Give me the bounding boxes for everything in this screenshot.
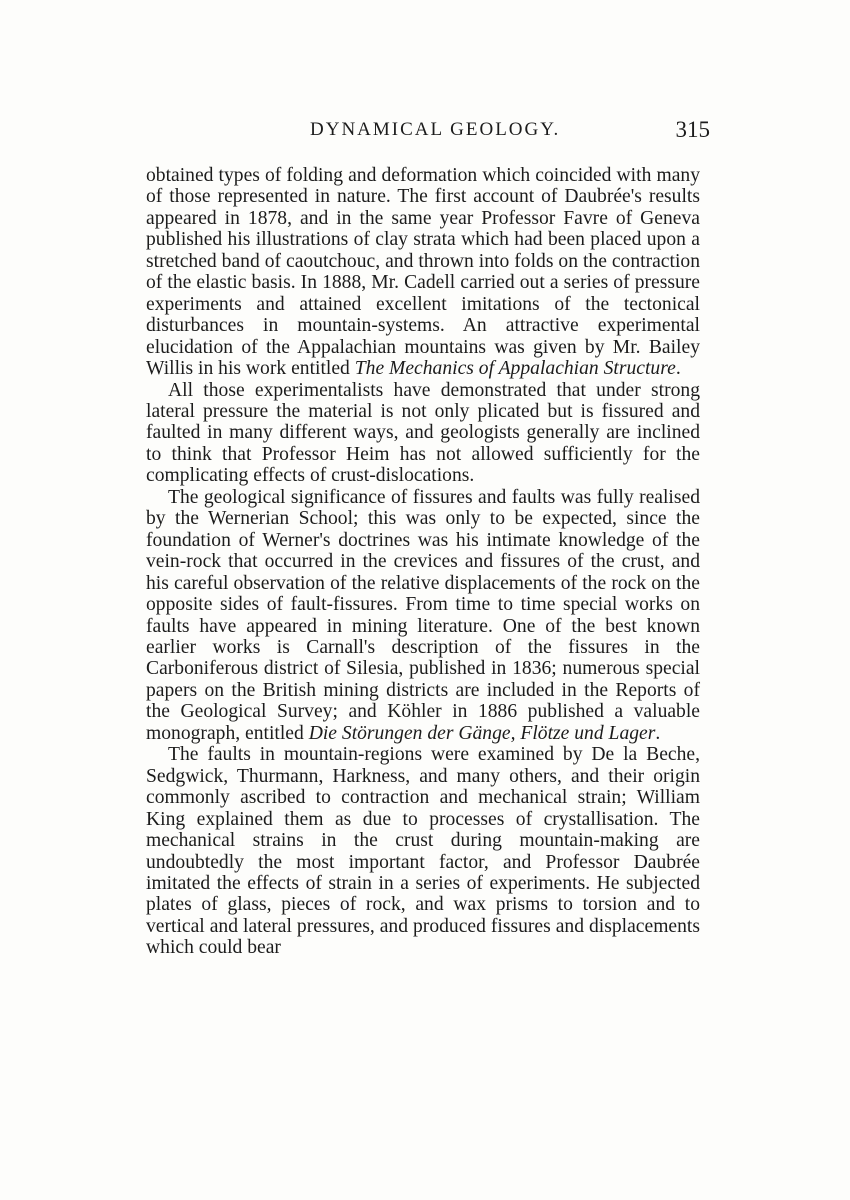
paragraph-text: . [675,358,681,380]
paragraph [146,165,700,380]
running-head: DYNAMICAL GEOLOGY. [310,119,561,140]
page-header [145,119,710,149]
paragraph-text: . [655,722,661,744]
paragraph [146,487,700,744]
body-text [146,165,700,959]
book-title: Die Störungen der Gänge, Flötze und Lager [308,722,656,744]
book-title: The Mechanics of Appalachian Structure [354,358,676,380]
paragraph: All those experimentalists have demonstrated that under strong lateral pressure the material is not only plicated but is fissured and faulted in many different ways, and geologists generally are inclined to think that Professor Heim has not allowed sufficiently for the complicating effects of crust-dislocations. [146,379,700,487]
paragraph-text: obtained types of folding and deformation which coincided with many of those represented in nature. The first account of Daubrée's results appeared in 1878, and in the same year Professor Favre of Geneva published his illustrations of clay strata which had been placed upon a stretched band of caoutchouc, and thrown into folds on the contraction of the elastic basis. In 1888, Mr. Cadell carried out a series of pressure experiments and attained excellent imitations of the tectonical disturbances in mountain-systems. An attractive experimental elucidation of the Appalachian mountains was given by Mr. Bailey Willis in his work entitled [146,165,700,380]
paragraph-text: The geological significance of fissures and faults was fully realised by the Wernerian School; this was only to be expected, since the foundation of Werner's doctrines was his intimate knowledge of the vein-rock that occurred in the crevices and fissures of the crust, and his careful observation of the relative displacements of the rock on the opposite sides of fault-fissures. From time to time special works on faults have appeared in mining literature. One of the best known earlier works is Carnall's description of the fissures in the Carboniferous district of Silesia, published in 1836; numerous special papers on the British mining districts are included in the Reports of the Geological Survey; and Köhler in 1886 published a valuable monograph, entitled [146,486,700,744]
page-number: 315 [675,117,710,142]
paragraph: The faults in mountain-regions were examined by De la Beche, Sedgwick, Thurmann, Harkness, and many others, and their origin commonly ascribed to contraction and mechanical strain; William King explained them as due to processes of crystallisation. The mechanical strains in the crust during mountain-making are undoubtedly the most important factor, and Professor Daubrée imitated the effects of strain in a series of experiments. He subjected plates of glass, pieces of rock, and wax prisms to torsion and to vertical and lateral pressures, and produced fissures and displacements which could bear [146,744,700,959]
